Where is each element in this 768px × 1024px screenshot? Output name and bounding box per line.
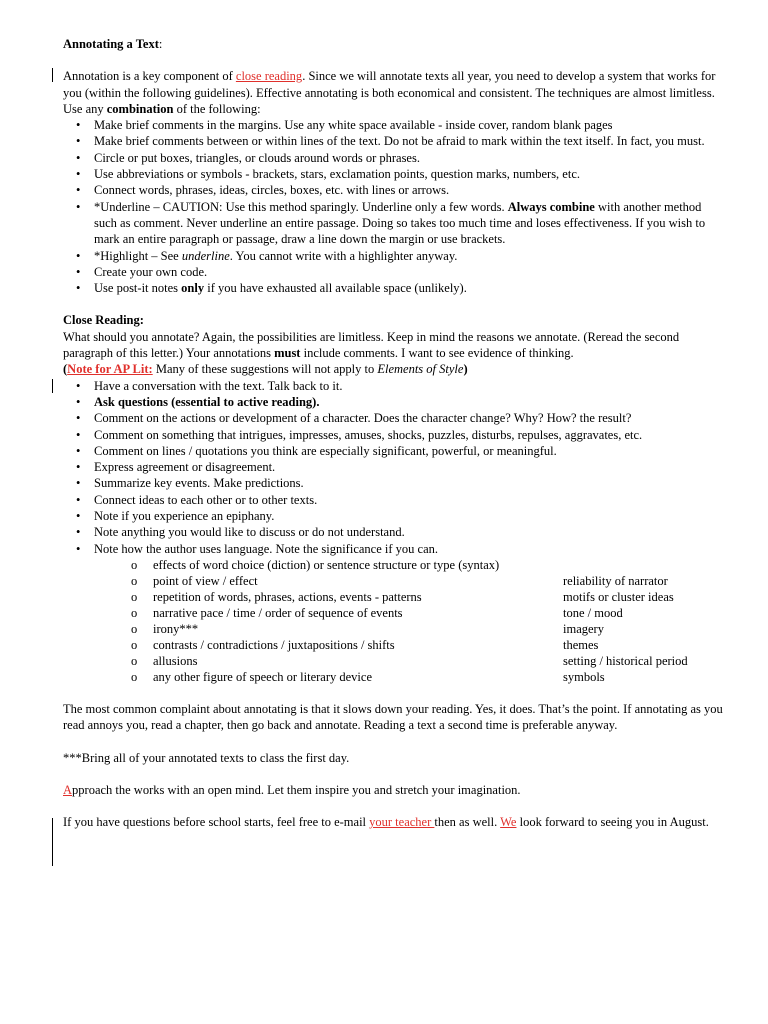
closing-paragraph: If you have questions before school starts, feel free to e-mail your teacher then as well. We look forward to seeing you in August.	[63, 815, 709, 830]
revision-bar-note	[52, 379, 53, 393]
list-item: • Comment on lines / quotations you think are especially significant, powerful, or meaningful.	[63, 443, 725, 459]
list-item: • Use abbreviations or symbols - brackets, stars, exclamation points, question marks, numbers, etc.	[63, 166, 725, 182]
revision-bar-approach	[52, 818, 53, 866]
teacher-email-link[interactable]: your teacher	[369, 815, 435, 830]
list-item: • Comment on something that intrigues, impresses, amuses, shocks, puzzles, disturbs, repulses, aggravates, etc.	[63, 427, 725, 443]
list-item: • Ask questions (essential to active reading).	[63, 394, 725, 410]
sublist-item: o any other figure of speech or literary device symbols	[131, 669, 605, 684]
close-reading-link[interactable]: close reading	[235, 69, 303, 84]
techniques-list	[63, 117, 725, 296]
list-item: • Summarize key events. Make predictions.	[63, 475, 725, 491]
sublist-item: o repetition of words, phrases, actions, events - patterns motifs or cluster ideas	[131, 589, 674, 604]
list-item: • Use post-it notes only if you have exhausted all available space (unlikely).	[63, 280, 725, 296]
revision-bar-intro	[52, 68, 53, 82]
list-item: • Express agreement or disagreement.	[63, 459, 725, 475]
list-item: • Have a conversation with the text. Talk back to it.	[63, 378, 725, 394]
ap-lit-note: (Note for AP Lit: Many of these suggestions will not apply to Elements of Style)	[63, 362, 468, 377]
ap-lit-note-label: Note for AP Lit:	[67, 362, 153, 377]
list-item: • Note if you experience an epiphany.	[63, 508, 725, 524]
list-item: • *Underline – CAUTION: Use this method sparingly. Underline only a few words. Always combine with another method such as comment. Never underline an entire passage. Doing so takes too much time and loses effectiveness. If you wish to mark an entire paragraph or passage, draw a line down the margin or use brackets.	[63, 199, 725, 248]
sublist-item: o narrative pace / time / order of sequence of events tone / mood	[131, 605, 623, 620]
list-item: • Circle or put boxes, triangles, or clouds around words or phrases.	[63, 150, 725, 166]
complaint-paragraph: The most common complaint about annotating is that it slows down your reading. Yes, it does. That’s the point. If annotating as you read annoys you, read a chapter, then go back and annotate. Reading a text a second time is preferable anyway.	[63, 701, 723, 733]
list-item: • Create your own code.	[63, 264, 725, 280]
sublist-item: o effects of word choice (diction) or sentence structure or type (syntax)	[131, 557, 500, 572]
list-item: • *Highlight – See underline. You cannot write with a highlighter anyway.	[63, 248, 725, 264]
suggestions-list	[63, 378, 725, 557]
list-item: • Connect words, phrases, ideas, circles, boxes, etc. with lines or arrows.	[63, 182, 725, 198]
sublist-item: o contrasts / contradictions / juxtapositions / shifts themes	[131, 637, 599, 652]
list-item: • Make brief comments between or within lines of the text. Do not be afraid to mark within the text itself. In fact, you must.	[63, 133, 725, 149]
close-reading-heading: Close Reading:	[63, 313, 144, 328]
document-title: Annotating a Text:	[63, 37, 163, 51]
list-item: • Connect ideas to each other or to other texts.	[63, 492, 725, 508]
list-item: • Note anything you would like to discuss or do not understand.	[63, 524, 725, 540]
list-item: • Comment on the actions or development of a character. Does the character change? Why? How? the result?	[63, 410, 725, 426]
sublist-item: o point of view / effect reliability of narrator	[131, 573, 668, 588]
list-item: • Note how the author uses language. Note the significance if you can.	[63, 541, 725, 557]
sublist-item: o irony*** imagery	[131, 621, 604, 636]
document-page	[63, 36, 725, 830]
approach-paragraph: Approach the works with an open mind. Let them inspire you and stretch your imagination.	[63, 782, 521, 797]
bring-texts-note: ***Bring all of your annotated texts to class the first day.	[63, 750, 350, 765]
intro-paragraph: Annotation is a key component of close reading. Since we will annotate texts all year, you need to develop a system that works for you (within the following guidelines). Effective annotating is both economical and consistent. The techniques are almost limitless. Use any combination of the following:	[63, 69, 716, 116]
sublist-item: o allusions setting / historical period	[131, 653, 688, 668]
language-sublist	[63, 557, 725, 685]
close-reading-paragraph: What should you annotate? Again, the possibilities are limitless. Keep in mind the reasons we annotate. (Reread the second paragraph of this letter.) Your annotations must include comments. I want to see evidence of thinking.	[63, 329, 680, 361]
list-item: • Make brief comments in the margins. Use any white space available - inside cover, random blank pages	[63, 117, 725, 133]
